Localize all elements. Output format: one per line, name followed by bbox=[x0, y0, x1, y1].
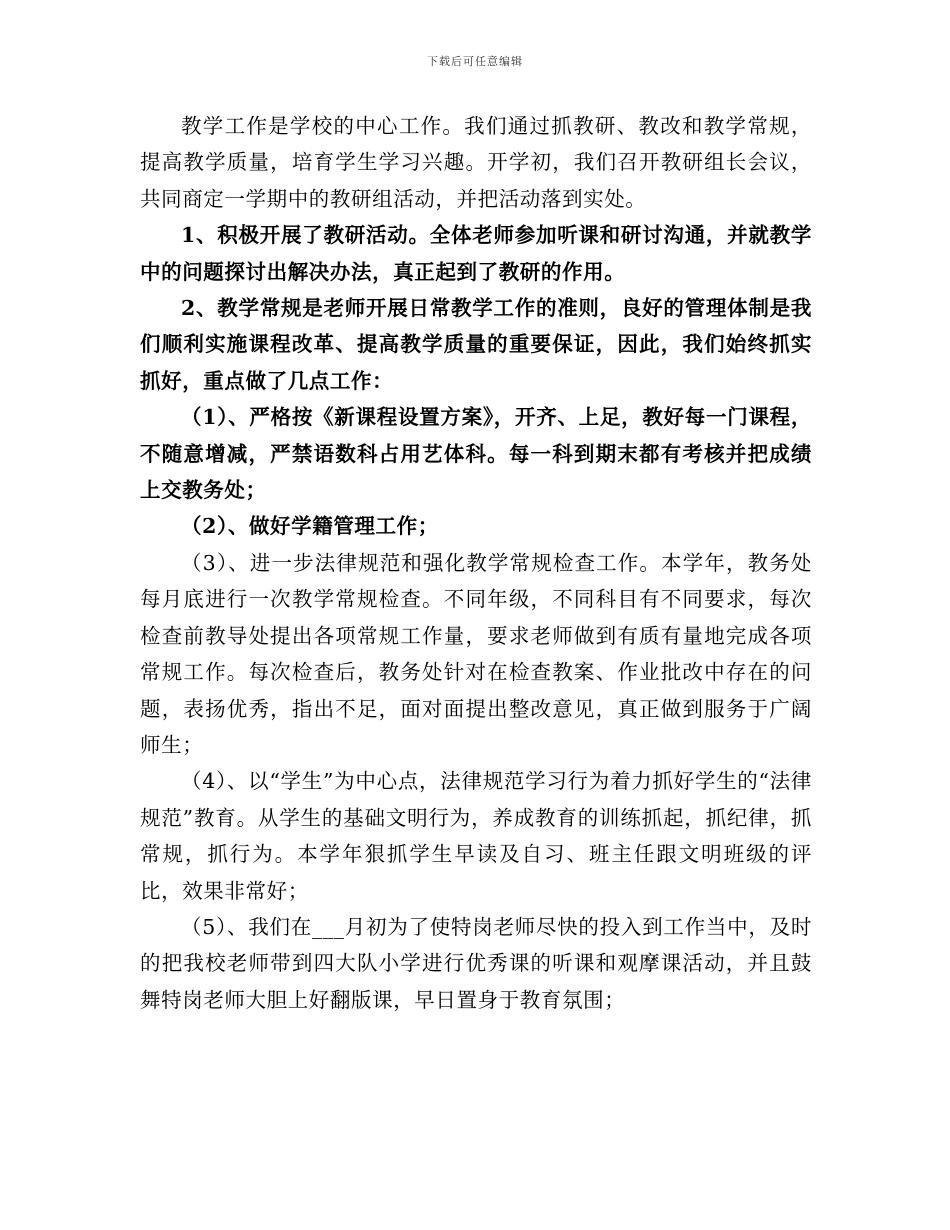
paragraph-intro: 教学工作是学校的中心工作。我们通过抓教研、教改和教学常规，提高教学质量，培育学生学习兴趣。开学初，我们召开教研组长会议，共同商定一学期中的教研组活动，并把活动落到实处。 bbox=[140, 114, 812, 211]
paragraph-subitem-4: （4）、以“学生”为中心点，法律规范学习行为着力抓好学生的“法律规范”教育。从学生的基础文明行为，养成教育的训练抓起，抓纪律，抓常规，抓行为。本学年狠抓学生早读及自习、班主任跟文明班级的评比，效果非常好； bbox=[140, 769, 812, 903]
paragraph-item-1: 1、积极开展了教研活动。全体老师参加听课和研讨沟通，并就教学中的问题探讨出解决办法，真正起到了教研的作用。 bbox=[140, 223, 812, 284]
paragraph-subitem-5: （5）、我们在___月初为了使特岗老师尽快的投入到工作当中，及时的把我校老师带到四大队小学进行优秀课的听课和观摩课活动，并且鼓舞特岗老师大胆上好翻版课，早日置身于教育氛围； bbox=[140, 914, 812, 1012]
paragraph-subitem-3: （3）、进一步法律规范和强化教学常规检查工作。本学年，教务处每月底进行一次教学常规检查。不同年级，不同科目有不同要求，每次检查前教导处提出各项常规工作量，要求老师做到有质有量地完成各项常规工作。每次检查后，教务处针对在检查教案、作业批改中存在的问题，表扬优秀，指出不足，面对面提出整改意见，真正做到服务于广阔师生； bbox=[140, 550, 812, 757]
document-body bbox=[140, 108, 812, 1018]
paragraph-subitem-2: （2）、做好学籍管理工作； bbox=[181, 514, 439, 539]
paragraph-subitem-1: （1）、严格按《新课程设置方案》，开齐、上足，教好每一门课程，不随意增减，严禁语数科占用艺体科。每一科到期末都有考核并把成绩上交教务处； bbox=[140, 405, 812, 503]
paragraph-item-2: 2、教学常规是老师开展日常教学工作的准则，良好的管理体制是我们顺利实施课程改革、提高教学质量的重要保证，因此，我们始终抓实抓好，重点做了几点工作： bbox=[140, 296, 812, 393]
page-header: 下载后可任意编辑 bbox=[427, 55, 523, 68]
